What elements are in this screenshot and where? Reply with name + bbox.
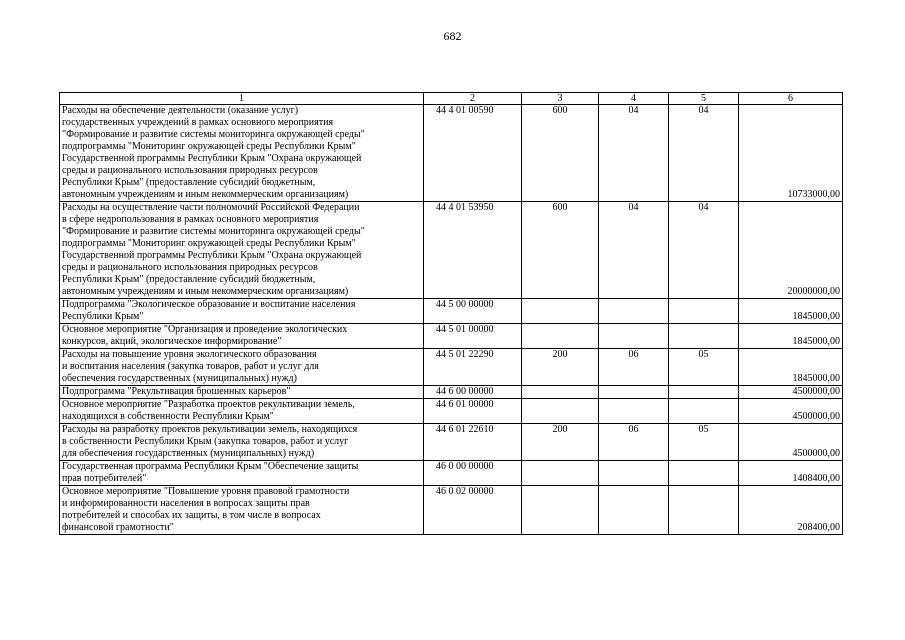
row-name-line: "Формирование и развитие системы мониторинга окружающей среды": [62, 129, 365, 140]
row-code-cell: 44 5 01 00000: [424, 324, 522, 349]
row-name-line: Основное мероприятие "Организация и проведение экологических: [62, 324, 348, 335]
row-code-cell: 44 4 01 00590: [424, 105, 522, 202]
row-amount-cell: 208400,00: [739, 486, 843, 535]
row-name-line: Республики Крым": [62, 311, 144, 322]
column-header: 6: [739, 93, 843, 105]
row-name-cell: [60, 386, 424, 399]
row-name-cell: [60, 399, 424, 424]
row-name-line: в собственности Республики Крым (закупка товаров, работ и услуг: [62, 436, 349, 447]
table-row: [60, 399, 843, 424]
row-amount-cell: 20000000,00: [739, 202, 843, 299]
column-header: 4: [599, 93, 669, 105]
row-name-line: для обеспечения государственных (муниципальных) нужд): [62, 448, 315, 459]
row-name-line: прав потребителей": [62, 473, 147, 484]
row-code-cell: 46 0 02 00000: [424, 486, 522, 535]
row-name-line: среды и рационального использования природных ресурсов: [62, 165, 318, 176]
table-row: [60, 349, 843, 386]
row-type-cell: [522, 386, 599, 399]
row-type-cell: [522, 299, 599, 324]
row-name-line: в сфере недропользования в рамках основного мероприятия: [62, 214, 319, 225]
row-section-cell: [599, 461, 669, 486]
row-name-line: финансовой грамотности": [62, 522, 174, 533]
row-subsection-cell: [669, 324, 739, 349]
row-subsection-cell: [669, 461, 739, 486]
row-amount-cell: 4500000,00: [739, 386, 843, 399]
row-section-cell: [599, 386, 669, 399]
row-name-line: среды и рационального использования природных ресурсов: [62, 262, 318, 273]
row-type-cell: 200: [522, 424, 599, 461]
row-section-cell: [599, 399, 669, 424]
row-section-cell: 06: [599, 349, 669, 386]
row-code-cell: 44 4 01 53950: [424, 202, 522, 299]
row-subsection-cell: 05: [669, 349, 739, 386]
row-name-line: "Формирование и развитие системы мониторинга окружающей среды": [62, 226, 365, 237]
row-type-cell: [522, 461, 599, 486]
row-name-line: находящихся в собственности Республики Крым": [62, 411, 274, 422]
row-section-cell: [599, 324, 669, 349]
row-name-cell: [60, 461, 424, 486]
row-code-cell: 46 0 00 00000: [424, 461, 522, 486]
row-subsection-cell: 05: [669, 424, 739, 461]
row-name-cell: [60, 324, 424, 349]
row-name-line: Расходы на повышение уровня экологического образования: [62, 349, 317, 360]
row-name-line: и воспитания населения (закупка товаров, работ и услуг для: [62, 361, 319, 372]
table-row: [60, 461, 843, 486]
row-subsection-cell: 04: [669, 105, 739, 202]
row-name-cell: [60, 299, 424, 324]
row-section-cell: 06: [599, 424, 669, 461]
row-name-line: Расходы на осуществление части полномочий Российской Федерации: [62, 202, 360, 213]
row-name-cell: [60, 424, 424, 461]
row-name-line: подпрограммы "Мониторинг окружающей среды Республики Крым": [62, 141, 356, 152]
row-name-line: подпрограммы "Мониторинг окружающей среды Республики Крым": [62, 238, 356, 249]
table-row: [60, 486, 843, 535]
column-header: 3: [522, 93, 599, 105]
table-body: [60, 93, 843, 535]
row-section-cell: 04: [599, 202, 669, 299]
row-name-line: государственных учреждений в рамках основного мероприятия: [62, 117, 334, 128]
table-row: [60, 424, 843, 461]
row-amount-cell: 10733000,00: [739, 105, 843, 202]
row-name-line: Подпрограмма "Рекультивация брошенных карьеров": [62, 386, 291, 397]
row-code-cell: 44 6 01 00000: [424, 399, 522, 424]
row-amount-cell: 1845000,00: [739, 299, 843, 324]
row-name-line: автономным учреждениям и иным некоммерческим организациям): [62, 189, 349, 200]
row-amount-cell: 1845000,00: [739, 324, 843, 349]
row-type-cell: [522, 324, 599, 349]
row-name-line: Расходы на обеспечение деятельности (оказание услуг): [62, 105, 299, 116]
row-name-cell: [60, 486, 424, 535]
row-section-cell: 04: [599, 105, 669, 202]
row-name-cell: [60, 202, 424, 299]
row-subsection-cell: [669, 486, 739, 535]
row-amount-cell: 1408400,00: [739, 461, 843, 486]
row-subsection-cell: 04: [669, 202, 739, 299]
row-name-line: Государственной программы Республики Крым "Охрана окружающей: [62, 153, 362, 164]
table-row: [60, 202, 843, 299]
row-amount-cell: 4500000,00: [739, 424, 843, 461]
row-name-line: Подпрограмма "Экологическое образование и воспитание населения: [62, 299, 356, 310]
row-code-cell: 44 6 00 00000: [424, 386, 522, 399]
row-name-line: потребителей и способах их защиты, в том числе в вопросах: [62, 510, 321, 521]
row-name-line: Государственной программы Республики Крым "Охрана окружающей: [62, 250, 362, 261]
row-name-line: Республики Крым" (предоставление субсидий бюджетным,: [62, 177, 316, 188]
column-header: 2: [424, 93, 522, 105]
row-name-line: Республики Крым" (предоставление субсидий бюджетным,: [62, 274, 316, 285]
row-type-cell: [522, 399, 599, 424]
table-row: [60, 386, 843, 399]
row-type-cell: 600: [522, 105, 599, 202]
row-name-cell: [60, 349, 424, 386]
row-type-cell: 600: [522, 202, 599, 299]
row-section-cell: [599, 299, 669, 324]
table-header-row: [60, 93, 843, 105]
row-type-cell: [522, 486, 599, 535]
row-code-cell: 44 6 01 22610: [424, 424, 522, 461]
budget-table: [59, 92, 843, 535]
column-header: 5: [669, 93, 739, 105]
row-name-line: обеспечения государственных (муниципальных) нужд): [62, 373, 297, 384]
table-row: [60, 299, 843, 324]
row-code-cell: 44 5 00 00000: [424, 299, 522, 324]
row-amount-cell: 1845000,00: [739, 349, 843, 386]
row-section-cell: [599, 486, 669, 535]
row-amount-cell: 4500000,00: [739, 399, 843, 424]
table-row: [60, 324, 843, 349]
table-row: [60, 105, 843, 202]
row-name-line: и информированности населения в вопросах защиты прав: [62, 498, 310, 509]
row-name-cell: [60, 105, 424, 202]
row-name-line: автономным учреждениям и иным некоммерческим организациям): [62, 286, 349, 297]
row-name-line: Основное мероприятие "Разработка проектов рекультивации земель,: [62, 399, 355, 410]
row-name-line: Основное мероприятие "Повышение уровня правовой грамотности: [62, 486, 350, 497]
row-name-line: Расходы на разработку проектов рекультивации земель, находящихся: [62, 424, 358, 435]
row-type-cell: 200: [522, 349, 599, 386]
row-subsection-cell: [669, 386, 739, 399]
column-header: 1: [60, 93, 424, 105]
row-subsection-cell: [669, 399, 739, 424]
page-number: 682: [443, 29, 462, 43]
row-name-line: Государственная программа Республики Крым "Обеспечение защиты: [62, 461, 359, 472]
row-code-cell: 44 5 01 22290: [424, 349, 522, 386]
row-name-line: конкурсов, акций, экологическое информирование": [62, 336, 282, 347]
row-subsection-cell: [669, 299, 739, 324]
